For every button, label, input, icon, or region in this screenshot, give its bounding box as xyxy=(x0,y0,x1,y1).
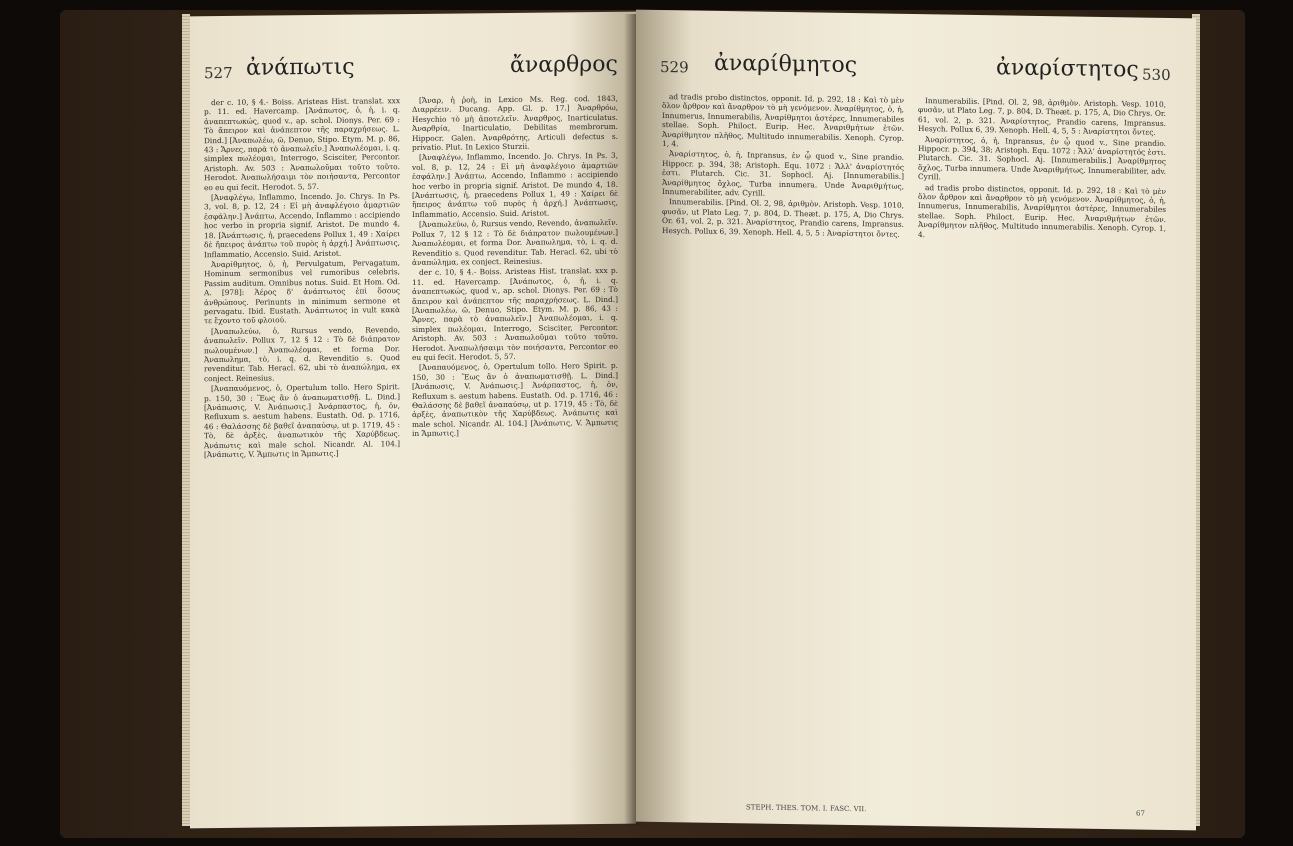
dictionary-entry: Innumerabilis. [Pind. Ol. 2, 98, ἀριθμὸν. Aristoph. Vesp. 1010, φυσᾶν, ut Plato Leg. 7, p. 804, D. Theæt. p. 175, A, Dio Chrys. Or. 61, vol. 2, p. 321. Ἀναρίστητος, Prandio carens, Impransus. Hesych. Pollux 6, 39. Xenoph. Hell. 4, 5, 5 : Ἀναρίστητοι ὄντες. xyxy=(662,197,904,239)
dictionary-entry: [Ἀναπαυόμενος, ὁ, Opertulum tollo. Hero Spirit. p. 150, 30 : Ἕως ἂν ὀ ἀναπωματισθῇ. L. Dind.] [Ἀνάπωσις, V. Ἀνάπωσις.] Ἀνάρπαστος, ἡ, ὁν, Refluxum s. aestum habens. Eustath. Od. p. 1716, 46 : Θαλάσσης δὲ βαθεῖ ἀναπαύσῳ, ut p. 1719, 45 : Τὸ, δὲ ἀρξὲς, ἀναπωτικὸν τῆς Χαρύβδεως. Ἀνάπωτις καὶ male schol. Nicandr. Al. 104.] [Ἀνάπωτις, V. Ἄμπωτις in Ἄμπωτις.] xyxy=(412,361,618,439)
dictionary-entry: ad tradis probo distinctos, opponit. Id. p. 292, 18 : Καὶ τὸ μὲν ὅλον ἄρθρον καὶ ἄναρθρον τὸ μὴ γενόμενον. Ἀναρίθμητος, ὁ, ἡ, Innumerus, Innumerabilis, Ἀναρίθμητοι ἀστέρες, Innumerabiles stellae. Soph. Philoct. Eurip. Hec. Ἀναριθμήτων ἐτῶν. Ἀναρίθμητον πλῆθος, Multitudo innumerabilis. Xenoph. Cyrop. 1, 4. xyxy=(918,182,1166,239)
dictionary-entry: Ἀναρίστητος, ὁ, ἡ, Inpransus, ἐν ᾧ quod v., Sine prandio. Hippocr. p. 394, 38; Aristoph. Equ. 1072 : Ἄλλ' ἀναρίστητός ἐστι. Plutarch. Cic. 31. Sophocl. Aj. [Innumerabilis.] Ἀναρίθμητος ὄχλος, Turba innumera. Unde Ἀναριθμήτως, Innumerabiliter, adv. Cyrill. xyxy=(662,149,904,198)
right-page-header xyxy=(636,50,1196,93)
dictionary-entry: Innumerabilis. [Pind. Ol. 2, 98, ἀριθμὸν. Aristoph. Vesp. 1010, φυσᾶν, ut Plato Leg. 7, p. 804, D. Theæt. p. 175, A, Dio Chrys. Or. 61, vol. 2, p. 321. Ἀναρίστητος, Prandio carens, Impransus. Hesych. Pollux 6, 39. Xenoph. Hell. 4, 5, 5 : Ἀναρίστητοι ὄντες. xyxy=(918,96,1166,137)
running-headword: ἀναρίστητος xyxy=(996,55,1139,83)
dictionary-entry: Ἀναρίστητος, ὁ, ἡ, Inpransus, ἐν ᾧ quod v., Sine prandio. Hippocr. p. 394, 38; Aristoph. Equ. 1072 : Ἄλλ' ἀναρίστητός ἐστι. Plutarch. Cic. 31. Sophocl. Aj. [Innumerabilis.] Ἀναρίθμητος ὄχλος, Turba innumera. Unde Ἀναριθμήτως, Innumerabiliter, adv. Cyrill. xyxy=(918,134,1166,182)
dictionary-entry: Ἀναρίθμητος, ὁ, ἡ, Pervulgatum, Pervagatum, Hominum sermonibus vel rumoribus celebris, Passim auditum. Omnibus notus. Suid. Et Hom. Od. A. [978]: Ἀέρος δ' ἀνάπτωτος ἐπὶ ὅσους ἀνθρώπους. Perinunts in minimum sermone et pervagatu. Ibid. Eustath. Ἀνάπτωτος in vult κακὰ τε ἔχοντο τοῦ φλοιού. xyxy=(204,258,400,326)
page-number: 527 xyxy=(204,63,233,83)
running-headword: ἀνάπωτις xyxy=(246,54,355,81)
right-page xyxy=(636,10,1196,831)
dictionary-entry: [Ἀναπωλεύω, ὁ, Rursus vendo, Revendo, ἀναπωλεῖν. Pollux 7, 12 § 12 : Τὸ δὲ διάπρατον πωλουμένων.] Ἀναπωλέομαι, et forma Dor. Ἀναπωλημα, τὸ, i. q. d. Revenditio s. Quod revenditur. Tab. Heracl. 62, ubi τὸ ἀναπώλημα, ex conject. Reinesius. xyxy=(412,218,618,267)
dictionary-entry: der c. 10, § 4.- Boiss. Aristeas Hist. translat. xxx p. 11. ed. Havercamp. [Ἀνάπωτος, ὁ, ἡ, i. q. ἀναπεπτωκώς, quod v., ap. schol. Dionys. Per. 69 : Τὸ ἄπειρον καὶ ἀνάπεπτον τῆς παραχρήσεως. L. Dind.] [Ἀναπωλέω, ῶ, Denuo, Stipo. Etym. M. p. 86, 43 : Ἄρνες, παρὰ τὸ ἀναπωλεῖν.] Ἀναπωλέομαι, i. q. simplex πωλέομαι, Interrogo, Scisciter, Percontor. Aristoph. Av. 503 : Ἀναπωλοῦμαι τοῦτο τοῦτο. Herodot. Ἀναπωλήσαιμι τὸν ποιήσαντα, Percontor eo eu qui fecit. Herodot. 5, 57. xyxy=(412,266,618,362)
text-column-right xyxy=(412,94,618,816)
dictionary-entry: [Ἀναφλέγω, Inflammo, Incendo. Jo. Chrys. In Ps. 3, vol. 8, p. 12, 24 : Εἰ μὴ ἀναφλέγοιο ἀμαρτιῶν ἐσφάλην.] Ἀνάπτω, Accendo, Inflammo : accipiendo hoc verbo in propria signif. Aristot. De mundo 4, 18. [Ἀνάπτωσις, ἡ, praecedens Pollux 1, 49 : Χαίρει δὲ ἤπειρος ἀνάπτω τοῦ πυρὸς ἡ ἀρχή.] Ἀνάπτωσις, Inflammatio, Accensio. Suid. Aristot. xyxy=(204,191,400,259)
left-page-header xyxy=(190,52,636,91)
page-number: 529 xyxy=(660,57,689,77)
page-number: 530 xyxy=(1142,65,1171,85)
dictionary-entry: ad tradis probo distinctos, opponit. Id. p. 292, 18 : Καὶ τὸ μὲν ὅλον ἄρθρον καὶ ἄναρθρον τὸ μὴ γενόμενον. Ἀναρίθμητος, ὁ, ἡ, Innumerus, Innumerabilis, Ἀναρίθμητοι ἀστέρες, Innumerabiles stellae. Soph. Philoct. Eurip. Hec. Ἀναριθμήτων ἐτῶν. Ἀναρίθμητον πλῆθος, Multitudo innumerabilis. Xenoph. Cyrop. 1, 4. xyxy=(662,92,904,149)
text-column-left xyxy=(662,92,904,816)
running-headword: ἀναρίθμητος xyxy=(714,50,858,79)
dictionary-entry: [Ἀναπωλεύω, ὁ, Rursus vendo, Revendo, ἀναπωλεῖν. Pollux 7, 12 § 12 : Τὸ δὲ διάπρατον πωλουμένων.] Ἀναπωλέομαι, et forma Dor. Ἀναπωλημα, τὸ, i. q. d. Revenditio s. Quod revenditur. Tab. Heracl. 62, ubi τὸ ἀναπώλημα, ex conject. Reinesius. xyxy=(204,324,400,383)
dictionary-entry: [Ἀναπαυόμενος, ὁ, Opertulum tollo. Hero Spirit. p. 150, 30 : Ἕως ἂν ὀ ἀναπωματισθῇ. L. Dind.] [Ἀνάπωσις, V. Ἀνάπωσις.] Ἀνάρπαστος, ἡ, ὁν, Refluxum s. aestum habens. Eustath. Od. p. 1716, 46 : Θαλάσσης δὲ βαθεῖ ἀναπαύσῳ, ut p. 1719, 45 : Τὸ, δὲ ἀρξὲς, ἀναπωτικὸν τῆς Χαρύβδεως. Ἀνάπωτις καὶ male schol. Nicandr. Al. 104.] [Ἀνάπωτις, V. Ἄμπωτις in Ἄμπωτις.] xyxy=(204,382,400,460)
printer-signature: STEPH. THES. TOM. I. FASC. VII. xyxy=(746,803,867,814)
dictionary-entry: [Ἄναρ, ἡ ῥοὴ, in Lexico Ms. Reg. cod. 1843, Διαρρέειν. Ducang. App. Gl. p. 17.] Ἀναρθρόω, Hesychio τὸ μὴ ἀποτελεῖν. Ἀναρθρος, Inarticulatus. Ἀναρθρία, Inarticulatio, Debilitas membrorum. Hippocr. Galen. Ἀναρθρότης, Articuli defectus s. privatio. Plut. In Lexico Sturzii. xyxy=(412,93,618,153)
catchword: 67 xyxy=(1136,809,1145,818)
text-column-left xyxy=(204,96,400,818)
text-column-right xyxy=(918,96,1166,820)
running-headword: ἄναρθρος xyxy=(510,51,618,78)
left-page-edges xyxy=(182,14,190,826)
left-page xyxy=(190,12,636,829)
dictionary-entry: [Ἀναφλέγω, Inflammo, Incendo. Jo. Chrys. In Ps. 3, vol. 8, p. 12, 24 : Εἰ μὴ ἀναφλέγοιο ἀμαρτιῶν ἐσφάλην.] Ἀνάπτω, Accendo, Inflammo : accipiendo hoc verbo in propria signif. Aristot. De mundo 4, 18. [Ἀνάπτωσις, ἡ, praecedens Pollux 1, 49 : Χαίρει δὲ ἤπειρος ἀνάπτω τοῦ πυρὸς ἡ ἀρχή.] Ἀνάπτωσις, Inflammatio, Accensio. Suid. Aristot. xyxy=(412,151,618,219)
dictionary-entry: der c. 10, § 4.- Boiss. Aristeas Hist. translat. xxx p. 11. ed. Havercamp. [Ἀνάπωτος, ὁ, ἡ, i. q. ἀναπεπτωκώς, quod v., ap. schol. Dionys. Per. 69 : Τὸ ἄπειρον καὶ ἀνάπεπτον τῆς παραχρήσεως. L. Dind.] [Ἀναπωλέω, ῶ, Denuo, Stipo. Etym. M. p. 86, 43 : Ἄρνες, παρὰ τὸ ἀναπωλεῖν.] Ἀναπωλέομαι, i. q. simplex πωλέομαι, Interrogo, Scisciter, Percontor. Aristoph. Av. 503 : Ἀναπωλοῦμαι τοῦτο τοῦτο. Herodot. Ἀναπωλήσαιμι τὸν ποιήσαντα, Percontor eo eu qui fecit. Herodot. 5, 57. xyxy=(204,96,400,192)
